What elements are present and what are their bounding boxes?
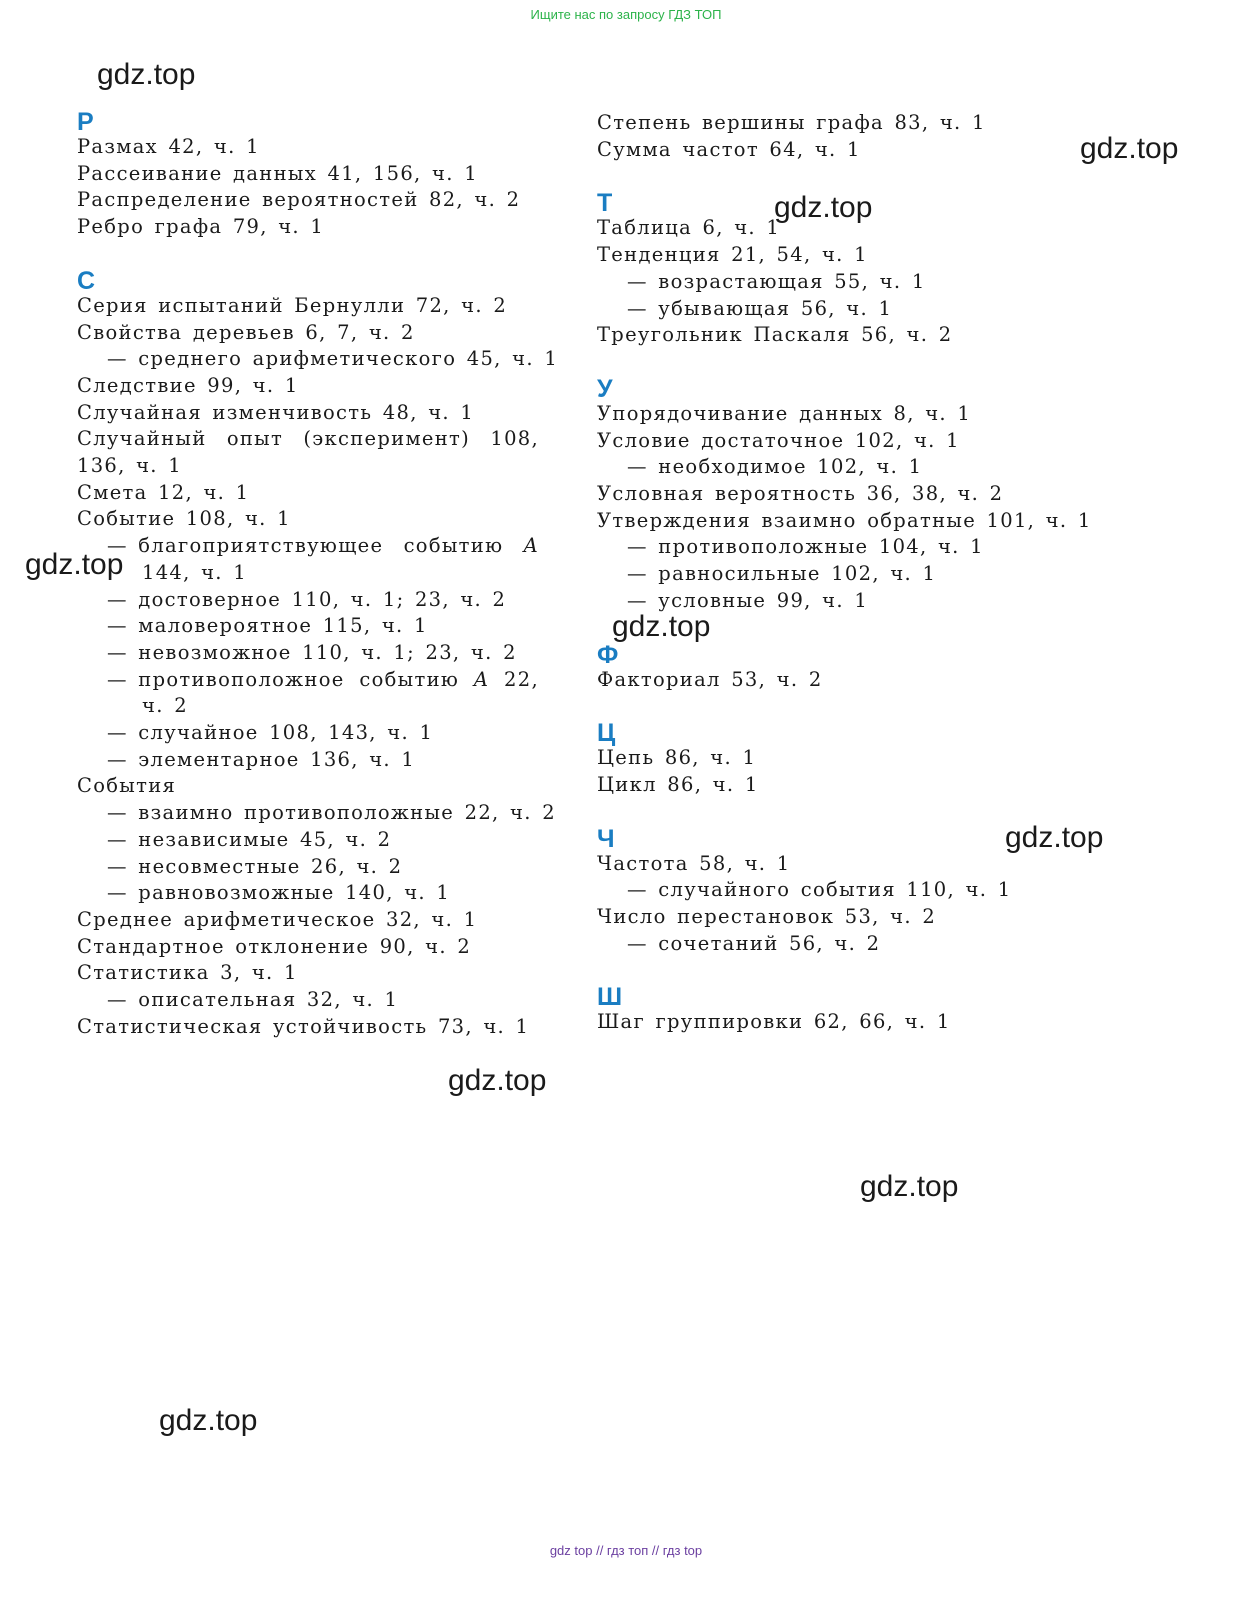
- index-subentry: — независимые 45, ч. 2: [107, 827, 392, 851]
- index-column-left: [77, 108, 559, 1041]
- index-entry: Цикл 86, ч. 1: [597, 772, 759, 796]
- index-entry: Треугольник Паскаля 56, ч. 2: [597, 323, 953, 347]
- watermark: gdz.top: [25, 548, 124, 581]
- word: опыт: [226, 427, 284, 451]
- index-entry: Размах 42, ч. 1: [77, 135, 260, 158]
- index-entry: Распределение вероятностей 82, ч. 2: [77, 188, 521, 212]
- index-entry: События: [77, 774, 177, 798]
- index-subentry: — возрастающая 55, ч. 1: [627, 269, 926, 293]
- index-subentry: — маловероятное 115, ч. 1: [107, 614, 428, 638]
- index-entry: Статистика 3, ч. 1: [77, 961, 298, 985]
- index-entry-continuation: 144, ч. 1: [142, 560, 248, 584]
- index-section-u: [597, 374, 1117, 615]
- index-subentry: [77, 667, 539, 694]
- index-subentry: — убывающая 56, ч. 1: [627, 296, 893, 320]
- index-entry: Статистическая устойчивость 73, ч. 1: [77, 1014, 530, 1038]
- footer-links: gdz top // гдз топ // гдз top: [549, 1543, 703, 1558]
- section-letter: У: [597, 374, 614, 403]
- index-subentry: — описательная 32, ч. 1: [107, 988, 399, 1012]
- index-entry: Число перестановок 53, ч. 2: [597, 905, 937, 929]
- index-entry: Случайная изменчивость 48, ч. 1: [77, 400, 475, 424]
- index-entry: Ребро графа 79, ч. 1: [77, 215, 325, 239]
- index-entry: Серия испытаний Бернулли 72, ч. 2: [77, 293, 508, 317]
- watermark: gdz.top: [774, 191, 873, 224]
- index-section-s: [77, 266, 559, 1041]
- section-letter: Ф: [597, 640, 619, 669]
- index-entry: Условная вероятность 36, 38, ч. 2: [597, 482, 1004, 506]
- index-subentry: — среднего арифметического 45, ч. 1: [107, 347, 559, 371]
- index-subentry: — случайное 108, 143, ч. 1: [107, 721, 434, 745]
- index-entry: Свойства деревьев 6, 7, ч. 2: [77, 320, 415, 344]
- index-section-f: [597, 640, 1117, 694]
- section-letter: Т: [597, 189, 613, 218]
- index-entry: Цепь 86, ч. 1: [597, 746, 757, 770]
- word: (эксперимент): [303, 427, 471, 451]
- word: событию: [359, 667, 460, 691]
- watermark: gdz.top: [97, 58, 196, 91]
- index-entry: Степень вершины графа 83, ч. 1: [597, 111, 986, 134]
- index-entry: Следствие 99, ч. 1: [77, 373, 299, 397]
- index-subentry: — взаимно противоположные 22, ч. 2: [107, 801, 556, 825]
- word: — противоположное: [107, 667, 345, 691]
- index-subentry: — достоверное 110, ч. 1; 23, ч. 2: [107, 587, 507, 611]
- index-entry: Шаг группировки 62, 66, ч. 1: [597, 1010, 951, 1034]
- index-entry: [77, 426, 539, 453]
- index-subentry: — элементарное 136, ч. 1: [107, 747, 416, 771]
- watermark: gdz.top: [159, 1404, 258, 1437]
- index-subentry: [77, 533, 539, 560]
- word: — благоприятствующее: [107, 534, 384, 558]
- index-entry: Утверждения взаимно обратные 101, ч. 1: [597, 508, 1092, 532]
- index-subentry: — равновозможные 140, ч. 1: [107, 881, 451, 905]
- word: 22,: [504, 667, 539, 691]
- section-letter: С: [77, 266, 96, 295]
- index-entry: Стандартное отклонение 90, ч. 2: [77, 934, 472, 958]
- index-subentry: — невозможное 110, ч. 1; 23, ч. 2: [107, 640, 517, 664]
- word: событию: [403, 534, 504, 558]
- index-subentry: — сочетаний 56, ч. 2: [627, 931, 881, 955]
- index-subentry: — несовместные 26, ч. 2: [107, 854, 403, 878]
- index-subentry: — равносильные 102, ч. 1: [627, 562, 937, 586]
- watermark: gdz.top: [1080, 132, 1179, 165]
- index-entry: Частота 58, ч. 1: [597, 851, 791, 875]
- index-entry-continuation: 136, ч. 1: [77, 454, 183, 478]
- word: 108,: [490, 427, 539, 451]
- index-section-s-cont: [597, 110, 1117, 163]
- section-letter: Ч: [597, 824, 616, 853]
- index-entry: Упорядочивание данных 8, ч. 1: [597, 401, 972, 425]
- index-entry: Смета 12, ч. 1: [77, 480, 250, 504]
- index-entry: Условие достаточное 102, ч. 1: [597, 428, 960, 452]
- index-entry: Рассеивание данных 41, 156, ч. 1: [77, 161, 478, 185]
- watermark: gdz.top: [612, 610, 711, 643]
- watermark: gdz.top: [860, 1170, 959, 1203]
- word: Случайный: [77, 427, 207, 451]
- index-entry: Факториал 53, ч. 2: [597, 667, 823, 691]
- index-entry-continuation: ч. 2: [142, 694, 188, 718]
- index-entry: Событие 108, ч. 1: [77, 507, 291, 531]
- index-section-r: [77, 110, 539, 241]
- index-column-right: [597, 110, 1117, 1036]
- section-letter: Ш: [597, 983, 623, 1012]
- word: A: [523, 534, 539, 558]
- word: A: [473, 667, 490, 691]
- index-section-ts: [597, 721, 1117, 798]
- index-subentry: — условные 99, ч. 1: [627, 588, 869, 612]
- index-subentry: — необходимое 102, ч. 1: [627, 455, 923, 479]
- search-banner: Ищите нас по запросу ГДЗ ТОП: [530, 7, 722, 22]
- section-letter: Р: [77, 108, 95, 136]
- index-subentry: — случайного события 110, ч. 1: [627, 878, 1012, 902]
- index-entry: Тенденция 21, 54, ч. 1: [597, 243, 868, 267]
- index-entry: Среднее арифметическое 32, ч. 1: [77, 907, 478, 931]
- watermark: gdz.top: [448, 1064, 547, 1097]
- watermark: gdz.top: [1005, 821, 1104, 854]
- index-subentry: — противоположные 104, ч. 1: [627, 535, 984, 559]
- index-section-sh: [597, 985, 1117, 1036]
- index-entry: Таблица 6, ч. 1: [597, 216, 781, 240]
- index-entry: Сумма частот 64, ч. 1: [597, 137, 861, 161]
- section-letter: Ц: [597, 719, 616, 748]
